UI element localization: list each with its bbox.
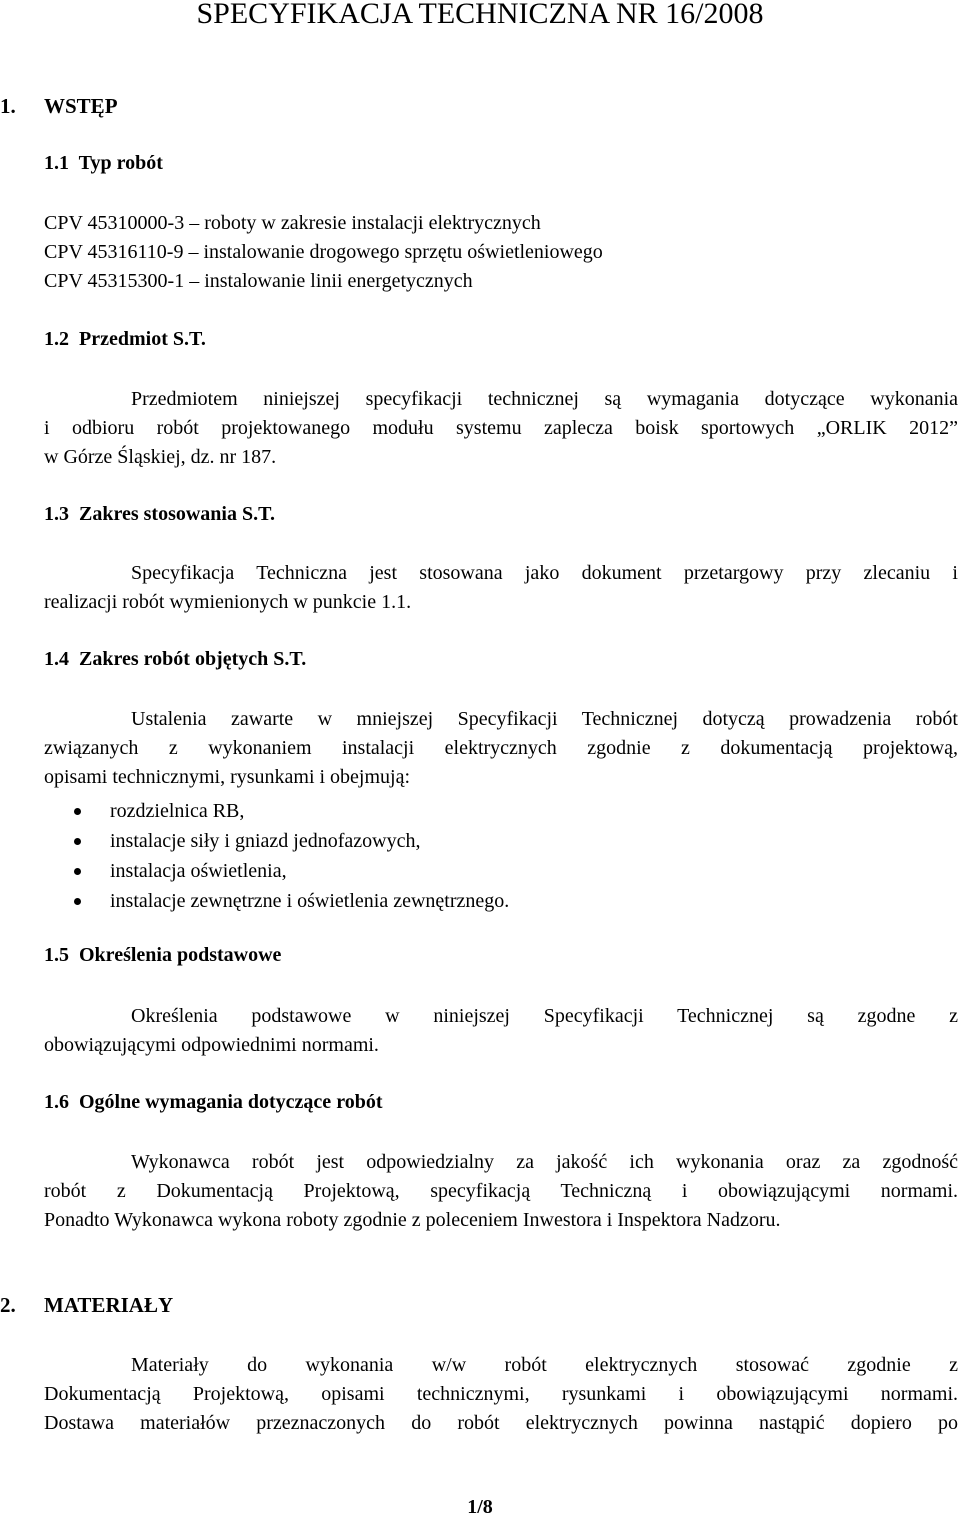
subsection-1-3-paragraph [44,559,958,617]
bullet-icon [74,808,81,815]
paragraph-line: Ustalenia zawarte w mniejszej Specyfikacji Technicznej dotyczą prowadzenia robót [131,708,958,730]
subsection-1-3-heading: 1.3 Zakres stosowania S.T. [44,503,275,525]
cpv-line: CPV 45315300-1 – instalowanie linii energetycznych [44,270,473,292]
bullet-icon [74,898,81,905]
section-2-heading: MATERIAŁY [44,1293,174,1317]
subsection-1-6-heading: 1.6 Ogólne wymagania dotyczące robót [44,1091,383,1113]
list-item [44,886,944,916]
paragraph-line: obowiązującymi odpowiednimi normami. [44,1034,379,1056]
section-2-number: 2. [0,1293,16,1317]
subsection-1-1-heading: 1.1 Typ robót [44,152,163,174]
subsection-1-6-paragraph [44,1148,958,1235]
list-item [44,856,944,886]
paragraph-line: Ponadto Wykonawca wykona roboty zgodnie z poleceniem Inwestora i Inspektora Nadzoru. [44,1209,781,1231]
paragraph-line: Specyfikacja Techniczna jest stosowana jako dokument przetargowy przy zlecaniu i [131,562,958,584]
list-item [44,796,944,826]
paragraph-line: Dostawa materiałów przeznaczonych do robót elektrycznych powinna nastąpić dopiero po [44,1412,958,1434]
paragraph-line: związanych z wykonaniem instalacji elektrycznych zgodnie z dokumentacją projektową, [44,737,958,759]
document-title: SPECYFIKACJA TECHNICZNA NR 16/2008 [196,0,764,30]
subsection-1-5-paragraph [44,1002,958,1060]
paragraph-line: Materiały do wykonania w/w robót elektrycznych stosować zgodnie z [131,1354,958,1376]
subsection-1-4-paragraph [44,705,958,792]
list-item-text: instalacje zewnętrzne i oświetlenia zewnętrznego. [110,890,510,912]
paragraph-line: w Górze Śląskiej, dz. nr 187. [44,446,277,468]
subsection-1-4-heading: 1.4 Zakres robót objętych S.T. [44,648,307,670]
subsection-1-5-heading: 1.5 Określenia podstawowe [44,944,282,966]
bullet-icon [74,868,81,875]
list-item [44,826,944,856]
subsection-1-2-heading: 1.2 Przedmiot S.T. [44,328,206,350]
cpv-line: CPV 45316110-9 – instalowanie drogowego sprzętu oświetleniowego [44,241,603,263]
cpv-line: CPV 45310000-3 – roboty w zakresie instalacji elektrycznych [44,212,541,234]
section-2-paragraph [44,1351,958,1438]
paragraph-line: i odbioru robót projektowanego modułu systemu zaplecza boisk sportowych „ORLIK 2012” [44,417,958,439]
page-number: 1/8 [467,1496,493,1518]
paragraph-line: realizacji robót wymienionych w punkcie 1.1. [44,591,412,613]
cpv-list [44,209,603,296]
list-item-text: rozdzielnica RB, [110,800,245,822]
list-item-text: instalacje siły i gniazd jednofazowych, [110,830,421,852]
paragraph-line: Przedmiotem niniejszej specyfikacji technicznej są wymagania dotyczące wykonania [131,388,958,410]
bullet-icon [74,838,81,845]
subsection-1-2-paragraph [44,385,958,472]
section-1-number: 1. [0,94,16,118]
list-item-text: instalacja oświetlenia, [110,860,287,882]
paragraph-line: opisami technicznymi, rysunkami i obejmują: [44,766,411,788]
paragraph-line: robót z Dokumentacją Projektową, specyfikacją Techniczną i obowiązującymi normami. [44,1180,958,1202]
paragraph-line: Wykonawca robót jest odpowiedzialny za jakość ich wykonania oraz za zgodność [131,1151,958,1173]
paragraph-line: Dokumentacją Projektową, opisami technicznymi, rysunkami i obowiązującymi normami. [44,1383,958,1405]
scope-bullet-list [44,796,944,916]
section-1-heading: WSTĘP [44,94,118,118]
paragraph-line: Określenia podstawowe w niniejszej Specyfikacji Technicznej są zgodne z [131,1005,958,1027]
